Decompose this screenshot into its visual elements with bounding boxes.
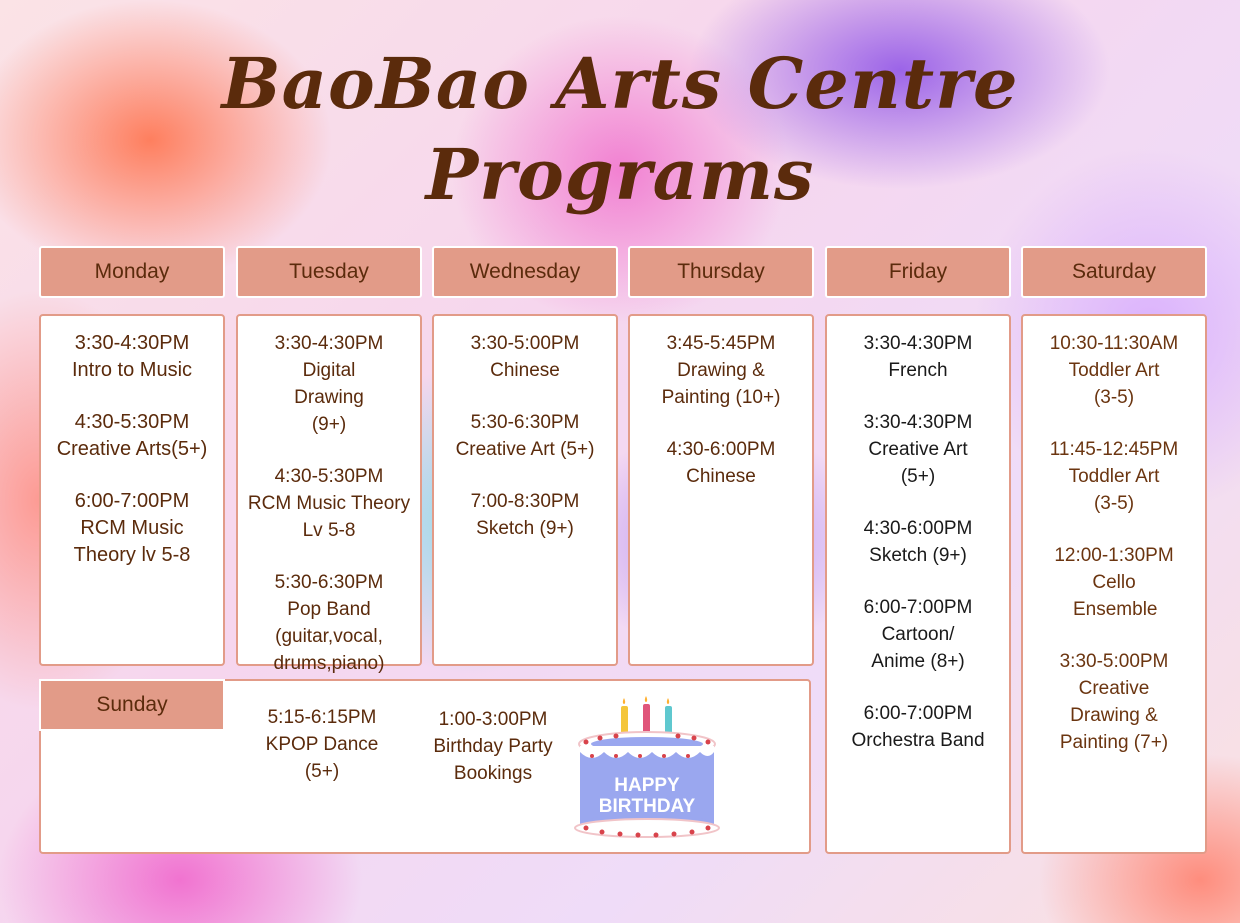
class-time: 3:30-5:00PM [1059, 651, 1169, 672]
class-slot [434, 330, 616, 384]
class-name: Birthday Party Bookings [433, 736, 553, 784]
day-header-saturday: Saturday [1021, 246, 1207, 298]
class-name: French [888, 360, 948, 381]
day-header-friday: Friday [825, 246, 1011, 298]
class-name: Toddler Art (3-5) [1068, 360, 1160, 408]
class-slot [827, 409, 1009, 490]
class-time: 4:30-5:30PM [274, 466, 384, 487]
day-header-monday: Monday [39, 246, 225, 298]
birthday-cake-icon [572, 694, 722, 838]
class-name: Cartoon/ Anime (8+) [871, 624, 965, 672]
class-name: Creative Arts(5+) [56, 438, 208, 460]
class-name: Pop Band (guitar,vocal, drums,piano) [273, 599, 385, 674]
class-time: 6:00-7:00PM [863, 703, 973, 724]
class-slot [238, 569, 420, 677]
class-name: Intro to Music [71, 359, 193, 381]
class-time: 12:00-1:30PM [1054, 545, 1174, 566]
class-slot [1023, 330, 1205, 411]
class-slot [434, 488, 616, 542]
class-time: 4:30-6:00PM [863, 518, 973, 539]
class-name: Chinese [686, 466, 756, 487]
class-slot [630, 330, 812, 411]
class-name: RCM Music Theory lv 5-8 [73, 517, 191, 566]
class-time: 6:00-7:00PM [863, 597, 973, 618]
class-slot [827, 594, 1009, 675]
class-slot [41, 330, 223, 384]
day-box-monday [39, 314, 225, 666]
day-box-tuesday [236, 314, 422, 674]
class-name: Creative Drawing & Painting (7+) [1059, 678, 1169, 753]
class-name: Sketch (9+) [476, 518, 574, 539]
day-box-friday [825, 314, 1011, 854]
class-name: Creative Art (5+) [455, 439, 595, 460]
class-name: KPOP Dance (5+) [265, 734, 379, 782]
class-time: 7:00-8:30PM [470, 491, 580, 512]
class-name: Digital Drawing (9+) [294, 360, 364, 435]
class-time: 3:30-5:00PM [470, 333, 580, 354]
class-time: 10:30-11:30AM [1049, 333, 1179, 354]
class-name: Chinese [490, 360, 560, 381]
class-slot [1023, 648, 1205, 756]
class-name: Toddler Art (3-5) [1068, 466, 1160, 514]
day-header-tuesday: Tuesday [236, 246, 422, 298]
day-box-wednesday [432, 314, 618, 666]
class-name: Orchestra Band [851, 730, 985, 751]
class-slot [827, 700, 1009, 754]
class-time: 4:30-5:30PM [74, 411, 190, 433]
class-time: 3:30-4:30PM [274, 333, 384, 354]
class-time: 5:30-6:30PM [470, 412, 580, 433]
class-name: Sketch (9+) [869, 545, 967, 566]
class-time: 5:30-6:30PM [274, 572, 384, 593]
day-header-wednesday: Wednesday [432, 246, 618, 298]
class-slot [630, 436, 812, 490]
class-time: 5:15-6:15PM [267, 707, 377, 728]
day-box-thursday [628, 314, 814, 666]
page-title-line2: Programs [425, 133, 815, 216]
class-slot [252, 704, 392, 785]
class-time: 1:00-3:00PM [438, 709, 548, 730]
class-name: Creative Art (5+) [868, 439, 968, 487]
class-time: 11:45-12:45PM [1049, 439, 1179, 460]
class-time: 3:30-4:30PM [863, 412, 973, 433]
page-title-line1: BaoBao Arts Centre [221, 42, 1019, 125]
class-slot [418, 706, 568, 787]
class-slot [827, 330, 1009, 384]
class-name: RCM Music Theory Lv 5-8 [247, 493, 411, 541]
class-time: 3:45-5:45PM [666, 333, 776, 354]
class-slot [41, 409, 223, 463]
class-time: 3:30-4:30PM [863, 333, 973, 354]
class-time: 4:30-6:00PM [666, 439, 776, 460]
class-slot [1023, 542, 1205, 623]
class-name: Drawing & Painting (10+) [661, 360, 781, 408]
cake-text-happy: HAPPY [614, 775, 680, 796]
class-slot [1023, 436, 1205, 517]
class-slot [434, 409, 616, 463]
class-slot [238, 330, 420, 438]
class-slot [827, 515, 1009, 569]
day-box-saturday [1021, 314, 1207, 854]
class-time: 3:30-4:30PM [74, 332, 190, 354]
day-header-sunday: Sunday [39, 679, 225, 731]
class-name: Cello Ensemble [1073, 572, 1158, 620]
class-time: 6:00-7:00PM [74, 490, 190, 512]
day-header-thursday: Thursday [628, 246, 814, 298]
class-slot [238, 463, 420, 544]
class-slot [41, 488, 223, 569]
cake-text-birthday: BIRTHDAY [598, 796, 696, 817]
